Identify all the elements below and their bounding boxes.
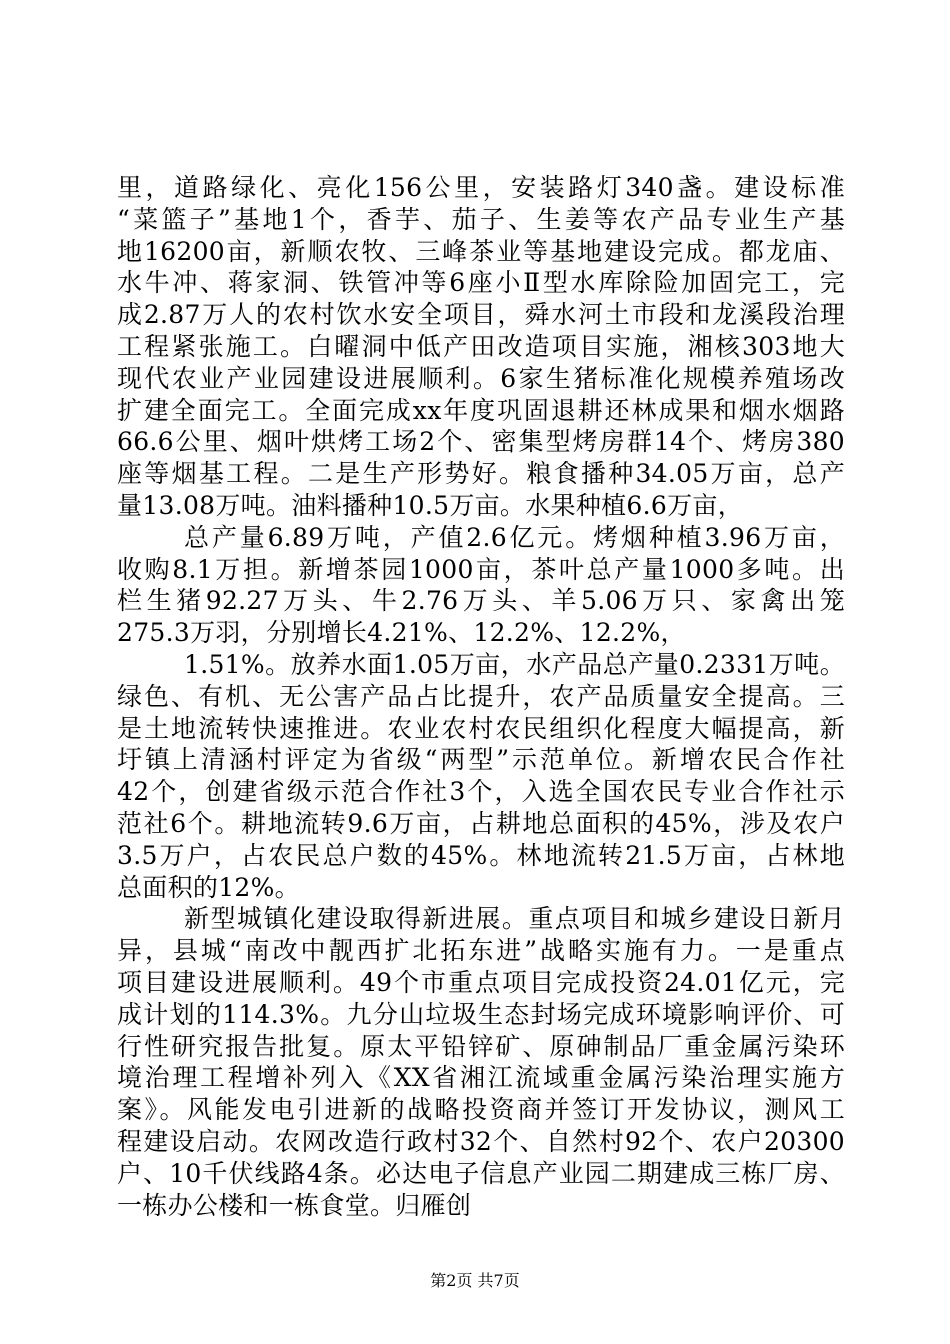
text-line: 项目建设进展顺利。49个市重点项目完成投资24.01亿元，完 [117,967,845,997]
text-line: 户、10千伏线路4条。必达电子信息产业园二期建成三栋厂房、 [117,1158,845,1188]
text-line: 量13.08万吨。油料播种10.5万亩。水果种植6.6万亩， [117,490,743,520]
text-line: 3.5万户，占农民总户数的45%。林地流转21.5万亩，占林地 [117,840,845,870]
text-line: 成计划的114.3%。九分山垃圾生态封场完成环境影响评价、可 [117,999,845,1029]
text-line: 圩镇上清涵村评定为省级“两型”示范单位。新增农民合作社 [117,745,845,775]
text-line: 42个，创建省级示范合作社3个，入选全国农民专业合作社示 [117,777,845,807]
text-line: 异，县城“南改中靓西扩北拓东进”战略实施有力。一是重点 [117,936,845,966]
text-line: 总面积的12%。 [117,872,300,902]
text-line: 1.51%。放养水面1.05万亩，水产品总产量0.2331万吨。 [184,649,845,679]
text-line: 66.6公里、烟叶烘烤工场2个、密集型烤房群14个、烤房380 [117,427,845,457]
text-line: 275.3万羽，分别增长4.21%、12.2%、12.2%， [117,618,686,648]
text-line: “菜篮子”基地1个，香芋、茄子、生姜等农产品专业生产基 [117,204,845,234]
text-line: 座等烟基工程。二是生产形势好。粮食播种34.05万亩，总产 [117,459,845,489]
text-line: 案》。风能发电引进新的战略投资商并签订开发协议，测风工 [117,1095,845,1125]
text-line: 新型城镇化建设取得新进展。重点项目和城乡建设日新月 [184,904,845,934]
text-line: 程建设启动。农网改造行政村32个、自然村92个、农户20300 [117,1126,845,1156]
text-line: 总产量6.89万吨，产值2.6亿元。烤烟种植3.96万亩， [184,522,845,552]
body-text [117,172,845,1221]
text-line: 工程紧张施工。白曜洞中低产田改造项目实施，湘核303地大 [117,331,845,361]
text-line: 绿色、有机、无公害产品占比提升，农产品质量安全提高。三 [117,681,845,711]
page-footer: 第2页 共7页 [430,1271,520,1290]
text-line: 是土地流转快速推进。农业农村农民组织化程度大幅提高，新 [117,713,845,743]
text-line: 一栋办公楼和一栋食堂。归雁创 [117,1190,472,1220]
text-line: 栏生猪92.27万头、牛2.76万头、羊5.06万只、家禽出笼 [117,586,845,616]
text-line: 里，道路绿化、亮化156公里，安装路灯340盏。建设标准 [117,173,845,202]
text-line: 收购8.1万担。新增茶园1000亩，茶叶总产量1000多吨。出 [117,554,845,584]
text-line: 水牛冲、蒋家洞、铁管冲等6座小Ⅱ型水库除险加固完工，完 [117,268,845,298]
text-line: 地16200亩，新顺农牧、三峰茶业等基地建设完成。都龙庙、 [117,236,845,266]
text-line: 成2.87万人的农村饮水安全项目，舜水河土市段和龙溪段治理 [117,300,845,330]
text-line: 现代农业产业园建设进展顺利。6家生猪标准化规模养殖场改 [117,363,845,393]
text-line: 范社6个。耕地流转9.6万亩，占耕地总面积的45%，涉及农户 [117,808,845,838]
text-line: 境治理工程增补列入《XX省湘江流域重金属污染治理实施方 [117,1063,845,1093]
text-line: 行性研究报告批复。原太平铅锌矿、原砷制品厂重金属污染环 [117,1031,845,1061]
text-line: 扩建全面完工。全面完成xx年度巩固退耕还林成果和烟水烟路 [117,395,845,425]
